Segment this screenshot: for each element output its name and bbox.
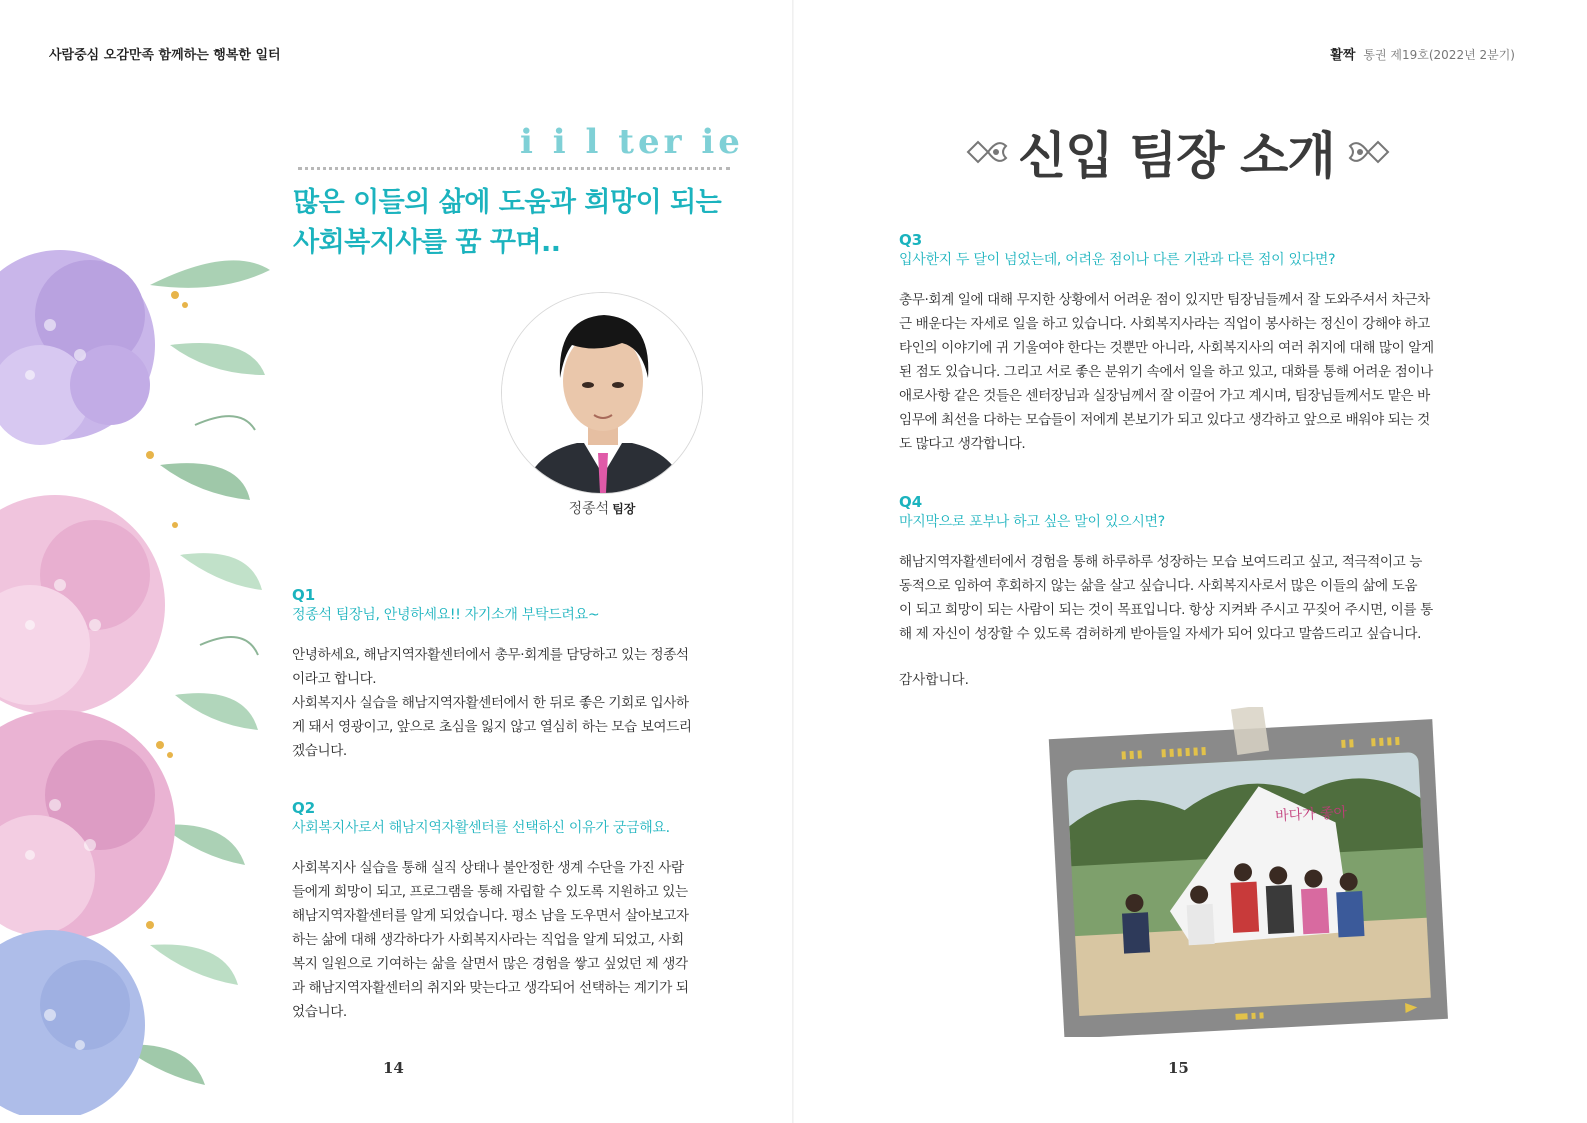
person-name: 정종석 [568, 501, 610, 517]
left-ornament-icon [966, 130, 1010, 174]
question-text: 입사한지 두 달이 넘었는데, 어려운 점이나 다른 기관과 다른 점이 있다면? [899, 252, 1336, 268]
film-frame-group-photo [1048, 707, 1448, 1037]
magazine-name: 활짝 [1330, 48, 1356, 63]
answer-line: 사회복지사 실습을 해남지역자활센터에서 한 뒤로 좋은 기회로 입사하 [292, 695, 689, 711]
answer-line: 안녕하세요, 해남지역자활센터에서 총무·회계를 담당하고 있는 정종석 [292, 647, 689, 663]
portrait-photo [501, 292, 703, 494]
photo-sign-text: 바다가 좋아 [1274, 804, 1348, 825]
answer-line: 이 되고 희망이 되는 사람이 되는 것이 목표입니다. 항상 지켜봐 주시고 꾸짖어 주시면, 이를 통 [899, 602, 1433, 618]
answer-text [899, 550, 1495, 646]
headline-line-1: 많은 이들의 삶에 도움과 희망이 되는 [293, 187, 722, 218]
answer-line: 하는 삶에 대해 생각하다가 사회복지사라는 직업을 알게 되었고, 사회 [292, 932, 684, 948]
portrait-illustration [502, 293, 703, 494]
qa-block-q3 [899, 230, 1495, 456]
interview-decorative-word: i i l ter ie [520, 122, 744, 162]
dotted-divider [298, 167, 730, 170]
section-title-block [960, 112, 1400, 185]
answer-line: 복지 일원으로 기여하는 삶을 살면서 많은 경험을 쌓고 싶었던 제 생각 [292, 956, 688, 972]
right-ornament-icon [1346, 130, 1390, 174]
answer-line: 게 돼서 영광이고, 앞으로 초심을 잃지 않고 열심히 하는 모습 보여드리 [292, 719, 692, 735]
question-text: 마지막으로 포부나 하고 싶은 말이 있으시면? [899, 514, 1165, 530]
answer-line: 타인의 이야기에 귀 기울여야 한다는 것뿐만 아니라, 사회복지사의 여러 취지에 대해 많이 알게 [899, 340, 1434, 356]
masking-tape [1231, 707, 1269, 755]
answer-line: 총무·회계 일에 대해 무지한 상황에서 어려운 점이 있지만 팀장님들께서 잘 도와주셔서 차근차 [899, 292, 1430, 308]
hydrangea-floral-decoration [0, 225, 280, 1115]
headline-line-2: 사회복지사를 꿈 꾸며.. [293, 227, 561, 258]
answer-line: 애로사항 같은 것들은 센터장님과 실장님께서 잘 이끌어 가고 계시며, 팀장님들께서도 맡은 바 [899, 388, 1430, 404]
qa-block-q1 [292, 585, 742, 763]
answer-line: 동적으로 임하여 후회하지 않는 삶을 살고 싶습니다. 사회복지사로서 많은 이들의 삶에 도움 [899, 578, 1418, 594]
answer-text [292, 643, 742, 763]
answer-line: 해남지역자활센터를 알게 되었습니다. 평소 남을 도우면서 살아보고자 [292, 908, 689, 924]
issue-info: 통권 제19호(2022년 2분기) [1363, 48, 1515, 62]
answer-line: 근 배운다는 자세로 일을 하고 있습니다. 사회복지사라는 직업이 봉사하는 정신이 강해야 하고 [899, 316, 1430, 332]
question-text: 사회복지사로서 해남지역자활센터를 선택하신 이유가 궁금해요. [292, 820, 670, 836]
page-number-right: 15 [1168, 1059, 1189, 1077]
question-number: Q3 [899, 231, 923, 249]
answer-line: 된 점도 있습니다. 그리고 서로 좋은 분위기 속에서 일을 하고 있고, 대화를 통해 어려운 점이나 [899, 364, 1433, 380]
answer-line: 이라고 합니다. [292, 671, 377, 687]
article-headline [293, 183, 721, 263]
portrait-caption [502, 498, 702, 518]
question-number: Q2 [292, 799, 316, 817]
running-head-left: 사람중심 오감만족 함께하는 행복한 일터 [49, 48, 281, 63]
closing-text: 감사합니다. [899, 672, 969, 688]
answer-line: 겠습니다. [292, 743, 347, 759]
answer-line: 임무에 최선을 다하는 모습들이 저에게 본보기가 되고 있다고 생각하고 앞으로 배워야 되는 것 [899, 412, 1430, 428]
answer-line: 도 많다고 생각합니다. [899, 436, 1026, 452]
qa-block-q2 [292, 798, 742, 1024]
question-text: 정종석 팀장님, 안녕하세요!! 자기소개 부탁드려요~ [292, 607, 600, 623]
answer-text [899, 288, 1495, 456]
answer-line: 과 해남지역자활센터의 취지와 맞는다고 생각되어 선택하는 계기가 되 [292, 980, 689, 996]
running-head-right [1330, 44, 1515, 63]
answer-line: 사회복지사 실습을 통해 실직 상태나 불안정한 생계 수단을 가진 사람 [292, 860, 684, 876]
answer-line: 들에게 희망이 되고, 프로그램을 통해 자립할 수 있도록 지원하고 있는 [292, 884, 688, 900]
person-role: 팀장 [612, 502, 636, 516]
answer-line: 해 제 자신이 성장할 수 있도록 겸허하게 받아들일 자세가 되어 있다고 말씀드리고 싶습니다. [899, 626, 1422, 642]
answer-text [292, 856, 742, 1024]
page-number-left: 14 [383, 1059, 404, 1077]
answer-line: 었습니다. [292, 1004, 347, 1020]
left-page [0, 0, 793, 1123]
question-number: Q4 [899, 493, 923, 511]
section-title: 신입 팀장 소개 [1018, 127, 1335, 185]
qa-block-q4 [899, 492, 1495, 646]
answer-line: 해남지역자활센터에서 경험을 통해 하루하루 성장하는 모습 보여드리고 싶고, 적극적이고 능 [899, 554, 1423, 570]
question-number: Q1 [292, 586, 316, 604]
